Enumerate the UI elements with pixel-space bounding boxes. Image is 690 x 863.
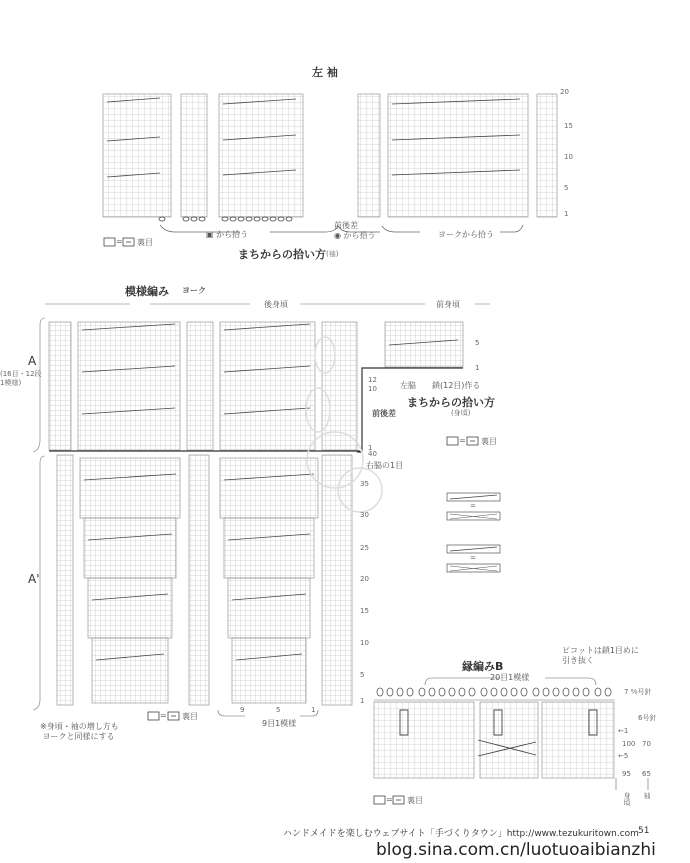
sleeve-row-20: 20 [560,88,569,96]
edging-needle-6: 6号針 [638,714,657,722]
yoke-front-back-diff: 前後差 [372,409,396,418]
sleeve-row-1: 1 [564,210,569,218]
edging-chart-grid [374,678,648,790]
key-equals-2: = [470,554,476,562]
yoke-pickup-title: まちからの拾い方 [407,396,495,409]
edging-repeat-label: 20目1模様 [490,673,530,682]
yoke-pickup-sub: (身頃) [451,409,471,417]
edging-body-label: 身頃 [623,792,631,806]
edging-title: 縁編みB [462,660,504,673]
yoke-row-15: 15 [360,607,369,615]
yoke-section-a2: A' [28,572,40,586]
yoke-right-side-note: 右脇の1目 [366,461,404,470]
blog-watermark: blog.sina.com.cn/luotuoaibianzhi [376,840,656,860]
yoke-row-35: 35 [360,480,369,488]
edging-picot-note: ピコットは鎖1目めに 引き抜く [562,646,639,665]
yoke-row-12: 12 [368,376,377,384]
page-number: 51 [638,826,650,836]
key-legend-label: 裏目 [481,437,497,446]
key-legend-eq: = [459,436,466,445]
edging-row-5: ←5 [618,752,629,760]
edging-row-1: ←1 [618,727,629,735]
yoke-left-side-note: 左脇 [400,381,416,390]
sleeve-title: 左 袖 [312,66,338,79]
yoke-title: 模様編み [125,285,169,298]
yoke-section-a: A [28,354,37,368]
edging-legend-label: 裏目 [407,796,423,805]
yoke-row-top-1: 1 [475,364,480,372]
sleeve-legend-eq: = [116,237,123,246]
yoke-row-10b: 10 [360,639,369,647]
yoke-repeat-label: 9目1模様 [262,719,297,728]
sleeve-pickup-mid: 前後差 ◉ から拾う [334,221,376,240]
edging-sleeve-label: 袖 [643,792,651,799]
yoke-row-top-5: 5 [475,339,480,347]
sleeve-row-15: 15 [564,122,573,130]
yoke-note: ※身頃・袖の増し方も ヨークと同様にする [40,722,119,741]
footer-text: ハンドメイドを楽しむウェブサイト「手づくりタウン」http://www.tezukuritown.com [283,829,639,839]
yoke-chart-grid [33,304,490,716]
yoke-row-1b: 1 [360,697,365,705]
yoke-cast-on-note: 鎖(12目)作る [432,381,481,390]
edging-rows-100: 100 [622,740,636,748]
edging-rows-95: 95 [622,770,631,778]
yoke-row-30: 30 [360,511,369,519]
sleeve-row-10: 10 [564,153,573,161]
yoke-front-label: 前身頃 [436,300,460,309]
sleeve-chart-grid [103,94,557,232]
sleeve-pickup-sub: (袖) [326,250,339,258]
yoke-row-25: 25 [360,544,369,552]
edging-legend-eq: = [386,795,393,804]
yoke-stitch-count-5: 5 [276,706,281,714]
key-equals-1: = [470,502,476,510]
yoke-row-1: 1 [368,444,373,452]
yoke-row-10: 10 [368,385,377,393]
yoke-stitch-count-1: 1 [311,706,316,714]
yoke-stitch-count-9: 9 [240,706,245,714]
yoke-row-40: 40 [368,450,377,458]
yoke-legend-eq: = [160,711,167,720]
yoke-legend-label: 裏目 [182,712,198,721]
yoke-row-20: 20 [360,575,369,583]
yoke-section-a-note: (16目・12段 1模様) [0,370,42,387]
sleeve-row-5: 5 [564,184,569,192]
sleeve-pickup-right: ヨークから拾う [438,230,494,239]
sleeve-pickup-left: ▣ から拾う [206,230,249,239]
yoke-back-label: 後身頃 [264,300,288,309]
edging-rows-70: 70 [642,740,651,748]
edging-rows-65: 65 [642,770,651,778]
sleeve-legend-label: 裏目 [137,238,153,247]
yoke-row-5: 5 [360,671,365,679]
sleeve-pickup-title: まちからの拾い方 [238,248,326,261]
yoke-subtitle: ヨーク [182,286,206,295]
edging-needle-7: 7 ⁶⁄₀号針 [624,688,652,696]
